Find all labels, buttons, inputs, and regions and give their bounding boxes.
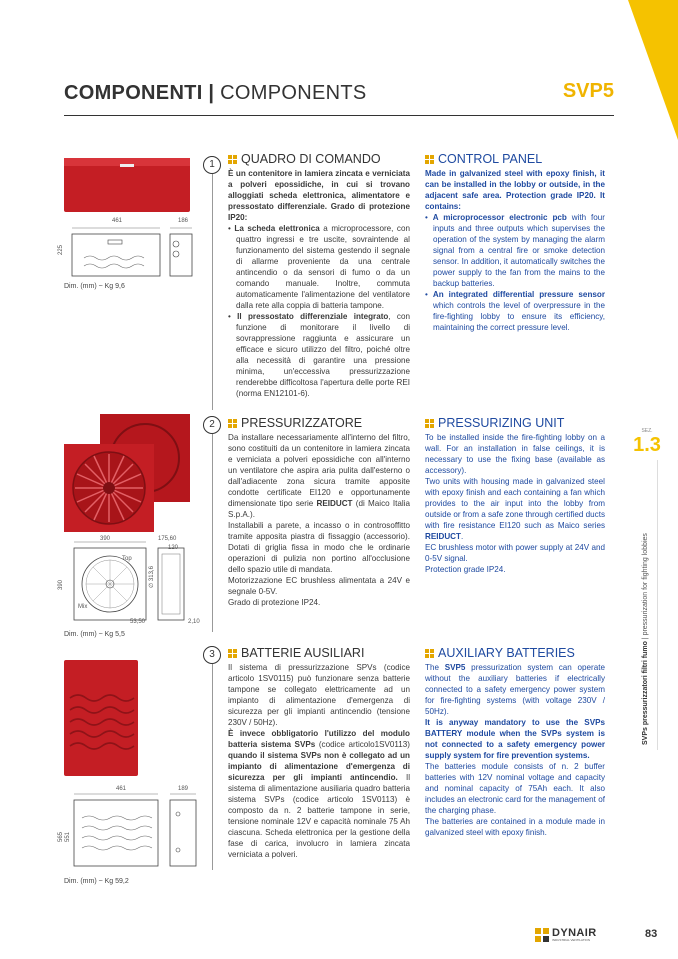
side-running-title: SVPs pressurizzatori filtri fumo | pressurization for fighting lobbies [642, 533, 649, 745]
bullet-en-2: • An integrated differential pressure sensor which controls the level of overpressure in the fire-fighting lobby to ensure its efficiency, maintaining the correct pressure level. [425, 290, 605, 332]
para-en-1: To be installed inside the fire-fighting lobby on a wall. For an installation in false ceilings, it is necessary to use the fixing base (available as accessory). [425, 433, 605, 475]
section-rule [212, 174, 213, 410]
weight-label: Dim. (mm) ~ Kg 9,6 [64, 283, 125, 290]
dim-height-b: 551 [65, 831, 71, 842]
page-header [64, 80, 614, 110]
dim-depth: 189 [178, 786, 189, 792]
para-en-3: EC brushless motor with power supply at 24V and 0-5V signal. [425, 543, 605, 563]
section-title-it: PRESSURIZZATORE [228, 416, 410, 430]
dim-label-bottom: Mix [78, 604, 88, 610]
pressurizer-image [62, 412, 192, 534]
logo-icon [535, 928, 549, 942]
side-rule [657, 460, 658, 750]
section-title-it: BATTERIE AUSILIARI [228, 646, 410, 660]
para-en-2: Two units with housing made in galvanized steel with epoxy finish and each containing a fan which provides to the air input into the lobby from outside or from a safe zone through certified ducts with fire resistance EI120 such as Maico series REIDUCT. [425, 477, 605, 541]
para-it-4: Grado di protezione IP24. [228, 598, 321, 607]
logo-text: DYNAIR [552, 927, 597, 939]
section-title-it: QUADRO DI COMANDO [228, 152, 410, 166]
dim-height: 390 [58, 579, 64, 590]
section-number: 1 [203, 156, 221, 174]
grid-icon [228, 155, 237, 164]
dim-bottom-a: 53,50 [130, 619, 146, 625]
product-brand: SVP5 [562, 80, 614, 102]
dim-height: 225 [58, 244, 64, 255]
para-en-4: The batteries are contained in a module made in galvanized steel with epoxy finish. [425, 817, 605, 837]
para-it-1: Il sistema di pressurizzazione SPVs (codice articolo 1SV0115) può funzionare senza batterie tampone se collegato elettricamente ad un impianto di alimentazione d'emergenza di sicurezza per gli impianti antincendio (tensione 230V / 50Hz). [228, 663, 410, 727]
bullet-it-1: • La scheda elettronica a microprocessore, con quattro ingressi e tre uscite, sovraintende al funzionamento del sistema gestendo il segnale di allarme proveniente da una centrale antincendio o da sensori di fumo o da un comando manuale. Inoltre, commuta automaticamente l'alimentazione del ventilatore dalla rete alla coppia di batteria tampone. [228, 224, 410, 310]
logo-subtext: INDUSTRIAL VENTILATION [552, 938, 591, 942]
page-number: 83 [645, 928, 658, 940]
control-panel-en [425, 152, 605, 333]
dim-height-a: 565 [58, 831, 64, 842]
pressurizing-unit-en [425, 416, 605, 575]
para-it-2: Installabili a parete, a incasso o in controsoffitto tramite apposita piastra di fissaggio (accessorio). Dotati di griglia fissa in modo che le ordinarie operazioni di pulizia non portino all'occlusione dello spazio utile di mandata. [228, 521, 410, 574]
section-rule [212, 434, 213, 632]
weight-label: Dim. (mm) ~ Kg 59,2 [64, 878, 129, 885]
section-rule [212, 664, 213, 870]
dim-diameter: ∅ 313,6 [149, 566, 155, 588]
grid-icon [425, 155, 434, 164]
section-marker [632, 428, 662, 464]
para-it-1: Da installare necessariamente all'interno del filtro, sono costituiti da un contenitore in lamiera zincata e verniciata a polveri epossidiche con all'interno un ventilatore che aspira aria pulita dall'esterno o dall'adiacente zona sicura tramite apposite condotte certificate EI120 e opportunamente dimensionate tipo serie REIDUCT (di Maico Italia S.p.A.). [228, 433, 410, 519]
para-en-3: The batteries module consists of n. 2 buffer batteries with 12V nominal voltage and capacity and nominal capacity of 75Ah each. It also includes an electronic card for the management of the charging phase. [425, 762, 605, 815]
para-en-1: The SVP5 pressurization system can operate without the auxiliary batteries if electrically connected to a safety emergency power system for fire-fighting systems (with voltage 230V / 50Hz). [425, 663, 605, 716]
dim-bottom-b: 2,10 [188, 619, 200, 625]
grid-icon [228, 419, 237, 428]
weight-label: Dim. (mm) ~ Kg 5,5 [64, 631, 125, 638]
control-panel-image [62, 152, 194, 216]
intro-it: È un contenitore in lamiera zincata e verniciata a polveri epossidiche, in cui si trovano alloggiati scheda elettronica, alimentatore e pressostato differenziale. Grado di protezione IP20: [228, 169, 410, 222]
dim-depth-b: 120 [168, 545, 179, 551]
para-it-2: È invece obbligatorio l'utilizzo del modulo batteria sistema SVPs (codice articolo1SV0113) quando il sistema SVPs non è collegato ad un impianto di alimentazione d'emergenza di sicurezza per gli impianti antincendio. Il sistema di alimentazione ausiliaria quadro batteria sistema SVPs (codice articolo 1SV0113) è composto da n. 2 batterie tampone in serie, tensione nominale 12V e capacità nominale 75 Ah ciascuna. Scheda elettronica per la gestione della fase di carica, involucro in lamiera zincata verniciata a polveri. [228, 729, 410, 859]
header-divider [64, 115, 614, 116]
auxiliary-batteries-en [425, 646, 605, 838]
intro-en: Made in galvanized steel with epoxy finish, it can be installed in the lobby or outside, in the adjacent safe area. Protection grade IP20. It contains: [425, 169, 605, 211]
auxiliary-batteries-it [228, 646, 410, 860]
dim-width: 461 [116, 786, 127, 792]
section-number: 3 [203, 646, 221, 664]
corner-decoration [588, 0, 678, 140]
section-title-en: AUXILIARY BATTERIES [425, 646, 605, 660]
control-panel-it [228, 152, 410, 399]
dim-depth-a: 175,60 [158, 536, 177, 542]
dim-label-top: Top [122, 556, 132, 562]
section-marker-number: 1.3 [633, 434, 661, 456]
section-title-en: CONTROL PANEL [425, 152, 605, 166]
dim-width: 390 [100, 536, 111, 542]
section-marker-label: SEZ. [641, 428, 653, 434]
para-it-3: Motorizzazione EC brushless alimentata a 24V e segnale 0-5V. [228, 576, 410, 596]
section-number: 2 [203, 416, 221, 434]
battery-module-image [62, 658, 144, 778]
dynair-logo [535, 927, 623, 943]
para-en-4: Protection grade IP24. [425, 565, 506, 574]
page-title: COMPONENTI | COMPONENTS [64, 82, 367, 104]
pressurizer-drawing [62, 538, 202, 628]
pressurizing-unit-it [228, 416, 410, 608]
bullet-en-1: • A microprocessor electronic pcb with four inputs and three outputs which supervises the operation of the system by managing the alarm signal from a central fire or smoke detection sensor. In addition, it automatically switches the power supply to the fan from the mains to the backup batteries. [425, 213, 605, 288]
grid-icon [228, 649, 237, 658]
control-panel-drawing [62, 224, 198, 280]
para-en-2: It is anyway mandatory to use the SVPs BATTERY module when the SVPs system is not connected to a safety emergency power supply system for fire prevention systems. [425, 718, 605, 760]
grid-icon [425, 649, 434, 658]
dim-width: 461 [112, 218, 123, 224]
dim-depth: 186 [178, 218, 189, 224]
battery-module-drawing [62, 790, 202, 870]
section-title-en: PRESSURIZING UNIT [425, 416, 605, 430]
bullet-it-2: • Il pressostato differenziale integrato, con funzione di monitorare il livello di sovrappressione raggiunta e assicurare un efficace e sicuro utilizzo del filtro, poiché oltre alla necessità di garantire una pressione minima, un'eccessiva pressurizzazione renderebbe difficoltosa l'apertura delle porte REI (norma EN12101-6). [228, 312, 410, 398]
grid-icon [425, 419, 434, 428]
